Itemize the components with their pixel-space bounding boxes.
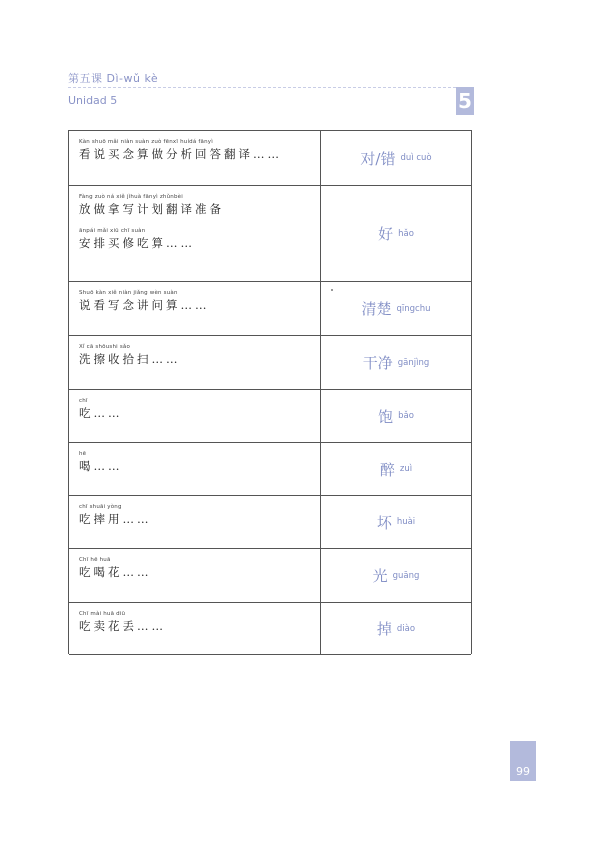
result-pinyin: duì cuò	[400, 153, 432, 163]
result-cell	[321, 131, 471, 185]
result-pinyin: qīngchu	[396, 303, 431, 314]
pinyin-text: hē	[79, 451, 87, 457]
result-cell	[321, 336, 471, 389]
verb-line	[79, 610, 312, 634]
verb-cell	[69, 186, 321, 281]
hanzi-text: 安排买修吃算……	[79, 236, 195, 250]
hanzi-text: 吃卖花丢……	[79, 619, 166, 633]
verb-cell	[69, 603, 321, 654]
verb-line	[79, 503, 312, 527]
result-hanzi: 掉	[376, 620, 392, 638]
pinyin-text: Xǐ cā shōushi sǎo	[79, 344, 131, 350]
table-row	[69, 186, 471, 282]
result-hanzi: 坏	[376, 513, 392, 532]
unit-label: Unidad 5	[68, 94, 118, 107]
result-cell	[321, 496, 471, 548]
result-cell	[321, 390, 471, 442]
hanzi-text: 喝……	[79, 459, 123, 473]
result-hanzi: 饱	[378, 407, 394, 426]
verb-line	[79, 138, 312, 162]
verb-line	[79, 193, 312, 217]
vocabulary-table	[68, 130, 472, 654]
pinyin-text: chī	[79, 398, 88, 404]
verb-cell	[69, 336, 321, 389]
verb-line	[79, 343, 312, 367]
result-cell	[321, 549, 471, 602]
pinyin-text: ānpái mǎi xiū chī suàn	[79, 228, 146, 234]
table-row	[69, 282, 471, 336]
result-pinyin: hǎo	[398, 228, 414, 239]
result-pinyin: bǎo	[398, 411, 414, 421]
result-cell	[321, 186, 471, 281]
verb-cell	[69, 549, 321, 602]
pinyin-text: Shuō kàn xiě niàn jiǎng wèn suàn	[79, 290, 178, 296]
verb-line	[79, 450, 312, 474]
hanzi-text: 吃摔用……	[79, 512, 152, 526]
header-divider	[68, 87, 456, 88]
result-pinyin: guāng	[392, 570, 420, 581]
print-speck	[331, 289, 333, 291]
unit-number-badge: 5	[456, 87, 474, 115]
verb-line	[79, 227, 312, 251]
result-cell	[321, 603, 471, 654]
verb-cell	[69, 282, 321, 335]
pinyin-text: Chī hē huā	[79, 557, 111, 563]
table-row	[69, 443, 471, 496]
result-cell	[321, 282, 471, 335]
pinyin-text: Chī mài huā diū	[79, 611, 126, 617]
result-pinyin: diào	[396, 623, 416, 634]
hanzi-text: 吃……	[79, 406, 123, 420]
pinyin-text: Fàng zuò ná xiě jìhuà fānyì zhǔnbèi	[79, 194, 183, 200]
result-hanzi: 干净	[362, 354, 393, 372]
table-row	[69, 131, 471, 186]
verb-cell	[69, 496, 321, 548]
result-cell	[321, 443, 471, 495]
result-pinyin: huài	[396, 517, 416, 527]
pinyin-text: chī shuāi yòng	[79, 504, 122, 510]
lesson-title: 第五课 Dì-wǔ kè	[68, 72, 159, 85]
result-pinyin: zuì	[399, 464, 413, 474]
table-row	[69, 390, 471, 443]
result-hanzi: 好	[378, 225, 394, 243]
verb-cell	[69, 443, 321, 495]
hanzi-text: 说看写念讲问算……	[79, 298, 210, 312]
hanzi-text: 洗擦收拾扫……	[79, 352, 181, 366]
table-row	[69, 603, 471, 655]
hanzi-text: 看说买念算做分析回答翻译……	[79, 147, 282, 161]
verb-line	[79, 556, 312, 580]
table-row	[69, 549, 471, 603]
verb-cell	[69, 390, 321, 442]
result-hanzi: 醉	[379, 460, 395, 479]
result-pinyin: gānjìng	[397, 357, 430, 368]
table-row	[69, 496, 471, 549]
verb-line	[79, 397, 312, 421]
page-number-badge: 99	[510, 741, 536, 781]
hanzi-text: 吃喝花……	[79, 565, 152, 579]
verb-cell	[69, 131, 321, 185]
result-hanzi: 对/错	[360, 149, 396, 168]
verb-line	[79, 289, 312, 313]
result-hanzi: 清楚	[361, 300, 392, 318]
hanzi-text: 放做拿写计划翻译准备	[79, 202, 224, 216]
pinyin-text: Kàn shuō mǎi niàn suàn zuò fēnxī huídá fānyì	[79, 139, 213, 145]
table-row	[69, 336, 471, 390]
result-hanzi: 光	[372, 567, 388, 585]
